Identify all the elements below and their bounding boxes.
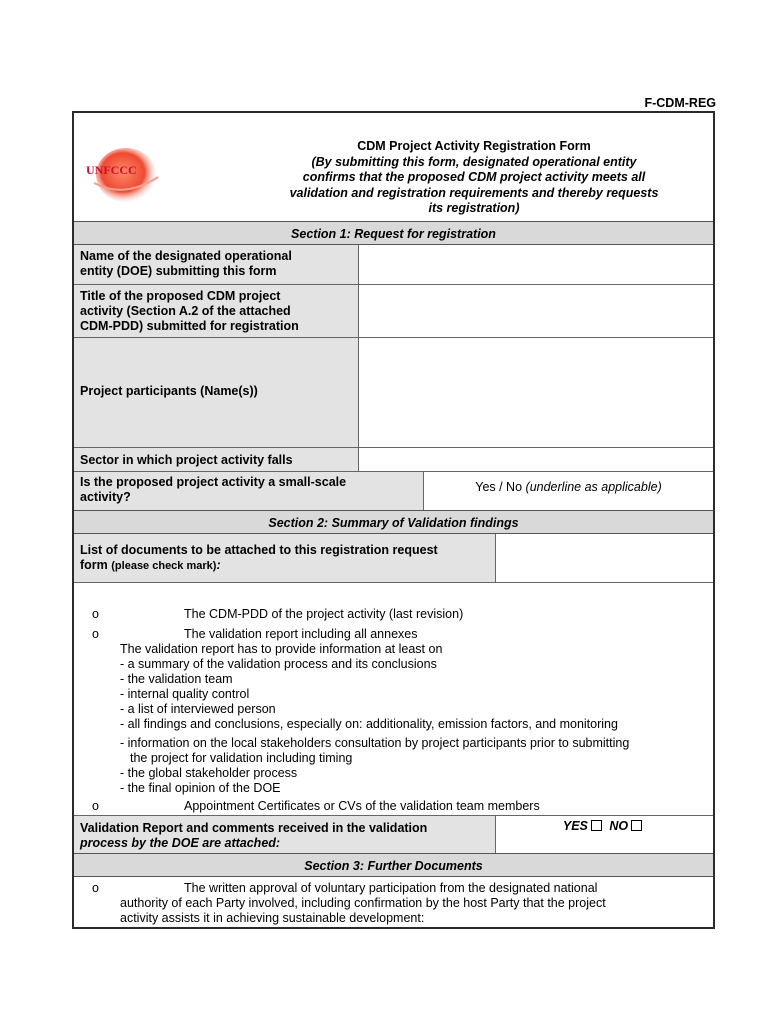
bullet[interactable]: o (92, 881, 99, 895)
smallscale-note: (underline as applicable) (525, 480, 662, 494)
form-header (74, 113, 713, 222)
participants-label: Project participants (Name(s)) (74, 338, 359, 447)
title-label-line2: activity (Section A.2 of the attached (80, 304, 291, 318)
docs-label-form: form (80, 558, 108, 572)
form-subtitle-3: validation and registration requirements and thereby requests (289, 185, 659, 200)
smallscale-value: Yes / No (475, 480, 523, 494)
bullet: o (92, 799, 99, 813)
comments-label-line2 (80, 836, 489, 851)
smallscale-row (74, 472, 713, 510)
title-label-line3: CDM-PDD) submitted for registration (80, 319, 299, 333)
form-subtitle-2: confirms that the proposed CDM project activity meets all (302, 170, 646, 184)
doe-label-line1: Name of the designated operational (80, 249, 292, 263)
title-row (74, 285, 713, 338)
logo-text: UNFCCC (86, 163, 137, 177)
docs-label-line1: List of documents to be attached to this registration request (80, 543, 438, 557)
no-label: NO (609, 819, 629, 833)
report-requirement: - a list of interviewed person (120, 702, 276, 716)
section1-header: Section 1: Request for registration (74, 221, 713, 245)
form-title: CDM Project Activity Registration Form (357, 139, 591, 153)
doe-label (74, 245, 359, 284)
docs-checkmark-cell[interactable] (496, 534, 713, 583)
smallscale-label (74, 472, 424, 510)
section3-header: Section 3: Further Documents (74, 853, 713, 877)
report-requirement: - a summary of the validation process and its conclusions (120, 657, 437, 671)
yes-label: YES (562, 819, 588, 833)
yes-no-options (496, 816, 713, 850)
form-code: F-CDM-REG (644, 96, 716, 110)
item-text: The CDM-PDD of the project activity (last revision) (184, 607, 464, 621)
docs-row (74, 534, 713, 583)
bullet: o (92, 607, 99, 621)
report-requirement-cont: the project for validation including timing (130, 751, 353, 765)
comments-row (74, 815, 713, 853)
form-frame (72, 111, 715, 929)
title-label (74, 285, 359, 337)
no-checkbox[interactable] (631, 820, 642, 831)
form-title-block (244, 139, 704, 217)
comments-label-line1: Validation Report and comments received in the validation (80, 821, 428, 835)
doe-label-line2: entity (DOE) submitting this form (80, 264, 277, 278)
title-input[interactable] (359, 285, 713, 337)
further-doc-text-line3: activity assists it in achieving sustainable development: (120, 911, 425, 925)
title-label-line1: Title of the proposed CDM project (80, 289, 281, 303)
report-requirement: - the global stakeholder process (120, 766, 298, 780)
docs-label-line2 (80, 558, 489, 574)
form-subtitle-4: its registration) (428, 201, 520, 215)
docs-label-note: (please check mark) (111, 560, 217, 572)
form-subtitle-1: (By submitting this form, designated operational entity (311, 154, 637, 169)
docs-label-colon: : (216, 558, 221, 572)
yes-checkbox[interactable] (591, 820, 602, 831)
smallscale-label-line1: Is the proposed project activity a small-scale (80, 475, 347, 489)
smallscale-label-line2: activity? (80, 490, 131, 504)
item-text: Appointment Certificates or CVs of the validation team members (184, 799, 540, 813)
doe-row (74, 245, 713, 285)
documents-list (74, 583, 713, 815)
report-requirement: - the validation team (120, 672, 233, 686)
item-text: The validation report including all annexes (184, 627, 418, 641)
report-requirement: - the final opinion of the DOE (120, 781, 281, 795)
sector-row (74, 448, 713, 472)
participants-input[interactable] (359, 338, 713, 447)
bullet: o (92, 627, 99, 641)
section2-header: Section 2: Summary of Validation findings (74, 510, 713, 534)
smallscale-answer[interactable] (424, 472, 713, 510)
further-doc-text-line1: The written approval of voluntary participation from the designated national (184, 881, 598, 895)
report-requirement: - all findings and conclusions, especially on: additionality, emission factors, and monitoring (120, 717, 618, 731)
sector-input[interactable] (359, 448, 713, 471)
doe-input[interactable] (359, 245, 713, 284)
docs-label (74, 534, 496, 583)
comments-label (74, 816, 496, 853)
participants-row (74, 338, 713, 448)
sector-label: Sector in which project activity falls (74, 448, 359, 471)
unfccc-logo (84, 147, 164, 203)
report-requirement: - internal quality control (120, 687, 250, 701)
report-requirement: - information on the local stakeholders consultation by project participants prior to submitting (120, 736, 630, 750)
report-intro: The validation report has to provide information at least on (120, 642, 443, 656)
comments-label-text: process by the DOE are attached: (80, 836, 281, 850)
further-doc-text-line2: authority of each Party involved, including confirmation by the host Party that the project (120, 896, 606, 910)
